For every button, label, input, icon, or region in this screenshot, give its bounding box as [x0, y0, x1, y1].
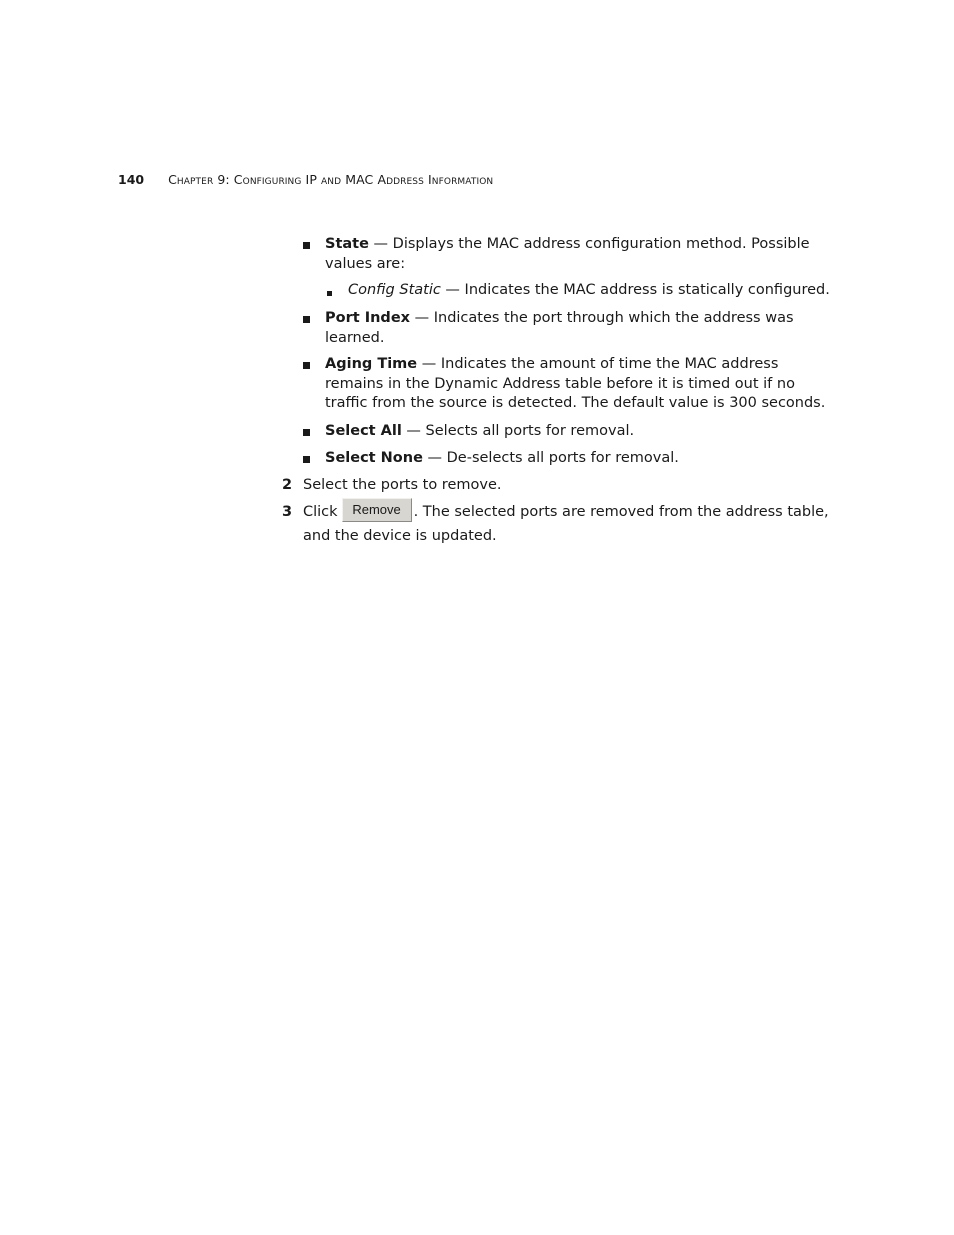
aging-time-description-cont: remains in the Dynamic Address table before it is timed out if no [325, 375, 795, 392]
list-item-config-static [348, 281, 828, 301]
list-item-aging-time [325, 355, 826, 414]
bullet-marker [303, 362, 310, 369]
step-2-text: Select the ports to remove. [303, 477, 502, 493]
list-item-select-none [325, 449, 815, 469]
bullet-marker [303, 456, 310, 463]
list-item-state [325, 235, 815, 274]
select-none-description: — De-selects all ports for removal. [422, 450, 679, 466]
page-number: 140 [118, 172, 145, 187]
page-header [118, 171, 493, 189]
step-3-suffix-cont: and the device is updated. [303, 528, 497, 544]
bullet-marker [303, 429, 310, 436]
aging-time-description: — Indicates the amount of time the MAC address [417, 356, 779, 372]
term-state: State [325, 236, 369, 252]
state-description-cont: values are: [325, 255, 406, 272]
chapter-title: Chapter 9: Configuring IP and MAC Address Information [168, 172, 494, 187]
list-item-port-index [325, 309, 815, 348]
term-aging-time: Aging Time [325, 356, 418, 372]
remove-button[interactable]: Remove [342, 498, 412, 522]
step-number-2: 2 [282, 477, 293, 493]
state-description: — Displays the MAC address configuration method. Possible [368, 236, 810, 252]
term-select-all: Select All [325, 423, 402, 439]
bullet-marker [303, 242, 310, 249]
term-config-static: Config Static [348, 282, 441, 298]
port-index-description: — Indicates the port through which the address was [410, 310, 794, 326]
term-select-none: Select None [325, 450, 423, 466]
step-3-suffix: . The selected ports are removed from the address table, [413, 504, 829, 520]
step-3-prefix: Click [303, 504, 338, 520]
port-index-description-cont: learned. [325, 329, 385, 346]
aging-time-description-cont2: traffic from the source is detected. The default value is 300 seconds. [325, 395, 826, 411]
step-number-3: 3 [282, 504, 293, 520]
list-item-select-all [325, 422, 815, 442]
step-3-text [303, 502, 829, 547]
sub-bullet-marker [327, 291, 332, 296]
config-static-description: — Indicates the MAC address is statically configured. [440, 282, 830, 298]
term-port-index: Port Index [325, 310, 411, 326]
select-all-description: — Selects all ports for removal. [401, 423, 635, 439]
bullet-marker [303, 316, 310, 323]
